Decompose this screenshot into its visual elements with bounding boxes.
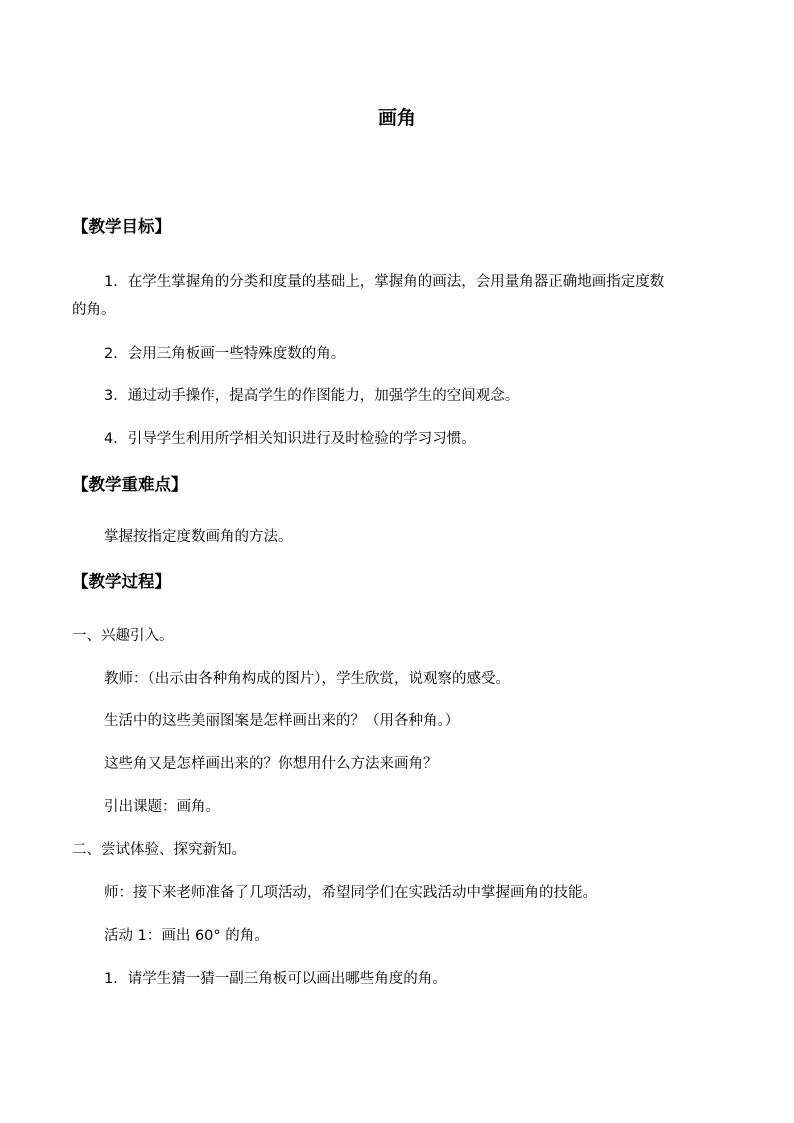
process-part1-line-2: 生活中的这些美丽图案是怎样画出来的？（用各种角。） <box>104 713 460 729</box>
objective-item-4: 4．引导学生利用所学相关知识进行及时检验的学习习惯。 <box>104 431 476 447</box>
section-heading-objectives: 【教学目标】 <box>72 217 171 236</box>
process-part2-title: 二、尝试体验、探究新知。 <box>72 842 246 858</box>
process-part2-line-1: 师：接下来老师准备了几项活动，希望同学们在实践活动中掌握画角的技能。 <box>104 885 597 901</box>
document-title: 画角 <box>377 107 416 129</box>
process-part1-line-4: 引出课题：画角。 <box>104 799 220 815</box>
section-heading-process: 【教学过程】 <box>72 572 171 591</box>
process-part1-line-3: 这些角又是怎样画出来的？你想用什么方法来画角？ <box>104 756 438 772</box>
objective-item-1-continued: 的角。 <box>72 302 116 318</box>
process-part2-line-2: 活动 1：画出 60° 的角。 <box>104 928 269 944</box>
key-points-text: 掌握按指定度数画角的方法。 <box>104 529 293 545</box>
objective-item-3: 3．通过动手操作，提高学生的作图能力，加强学生的空间观念。 <box>104 388 520 404</box>
objective-item-1: 1．在学生掌握角的分类和度量的基础上，掌握角的画法，会用量角器正确地画指定度数 <box>104 274 665 290</box>
section-heading-key-points: 【教学重难点】 <box>72 475 188 494</box>
process-part2-line-3: 1．请学生猜一猜一副三角板可以画出哪些角度的角。 <box>104 971 447 987</box>
process-part1-title: 一、兴趣引入。 <box>72 628 174 644</box>
process-part1-line-1: 教师：（出示由各种角构成的图片），学生欣赏，说观察的感受。 <box>104 671 510 687</box>
objective-item-2: 2．会用三角板画一些特殊度数的角。 <box>104 346 346 362</box>
